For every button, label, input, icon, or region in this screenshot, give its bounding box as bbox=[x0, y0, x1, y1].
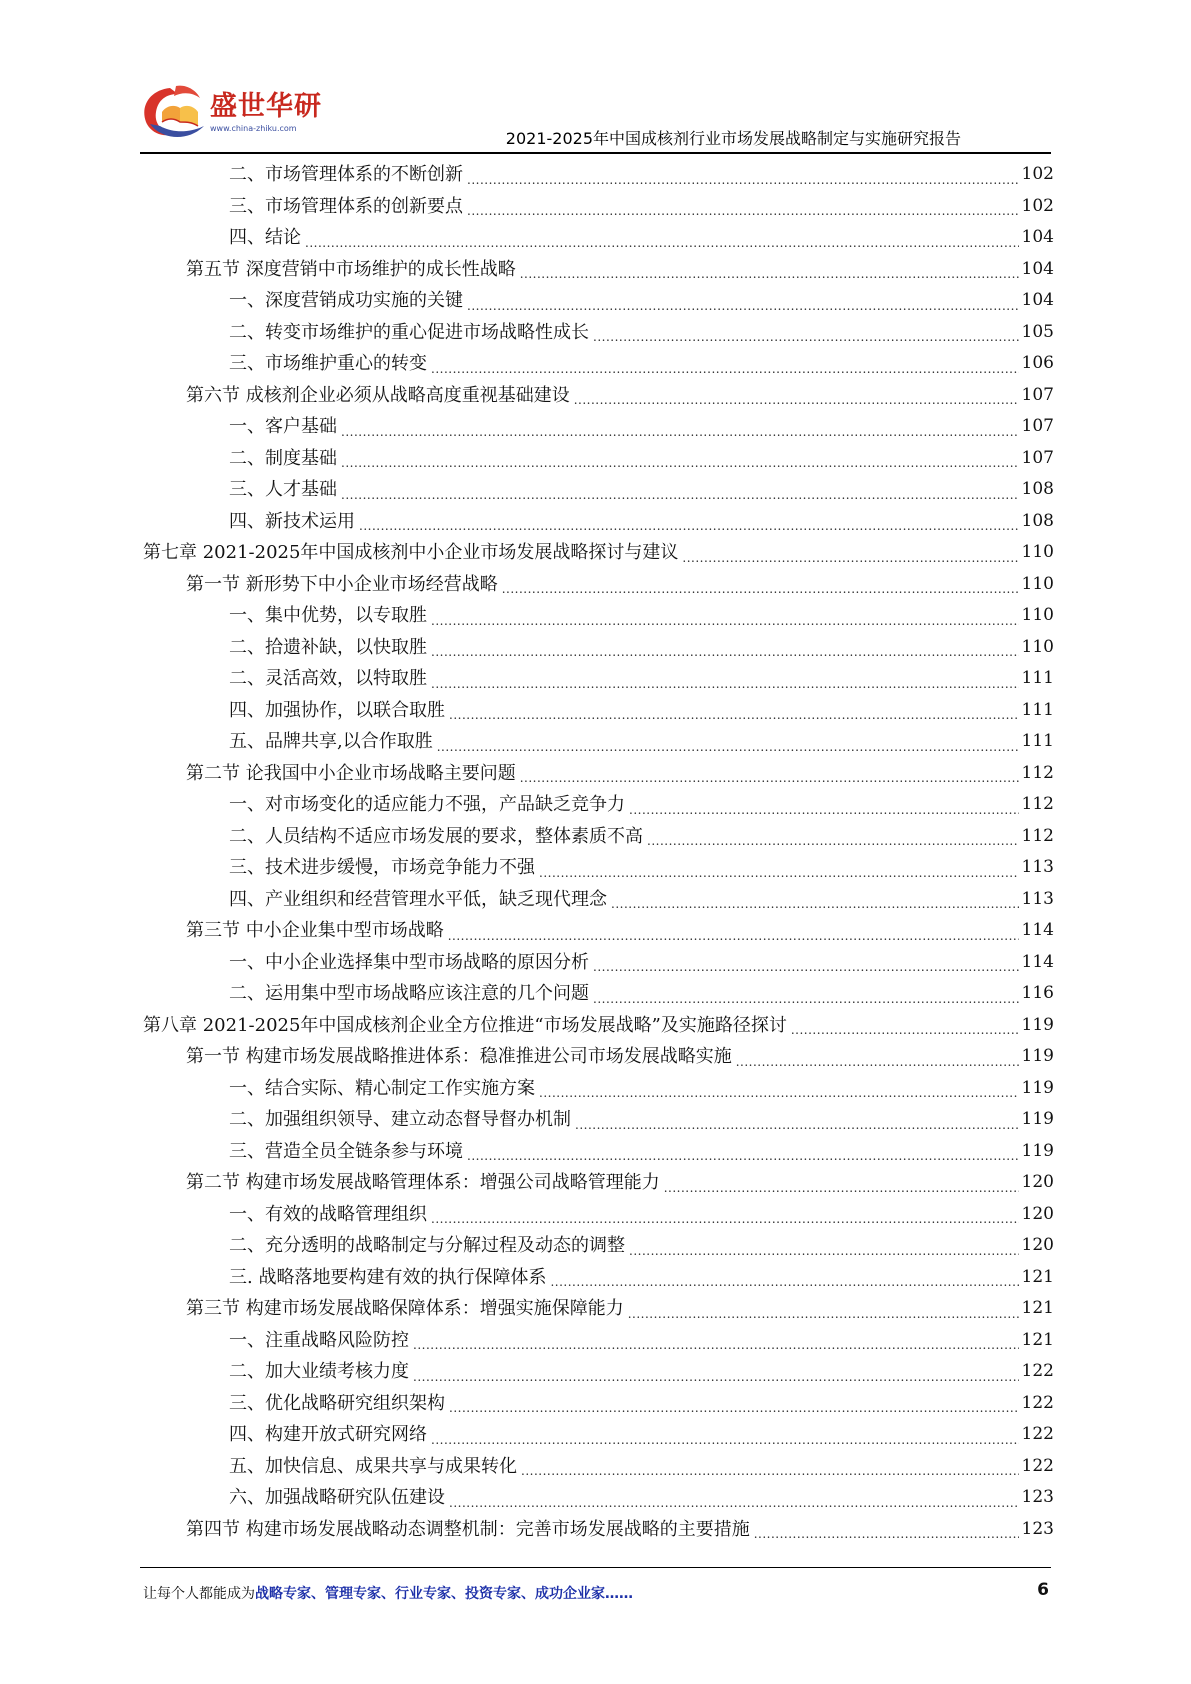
toc-entry-page: 120 bbox=[1021, 1235, 1054, 1255]
toc-entry-page: 122 bbox=[1021, 1392, 1054, 1413]
toc-dot-leader bbox=[467, 295, 1019, 317]
toc-entry-label: 三、市场管理体系的创新要点 bbox=[229, 195, 463, 217]
toc-entry-label: 第二节 论我国中小企业市场战略主要问题 bbox=[186, 762, 516, 784]
toc-entry-label: 第六节 成核剂企业必须从战略高度重视基础建设 bbox=[186, 384, 570, 406]
toc-dot-leader bbox=[593, 956, 1019, 978]
toc-entry-label: 二、运用集中型市场战略应该注意的几个问题 bbox=[229, 983, 589, 1004]
toc-dot-leader bbox=[520, 263, 1019, 285]
toc-dot-leader bbox=[550, 1271, 1018, 1293]
toc-dot-leader bbox=[736, 1051, 1019, 1073]
toc-chapter-entry[interactable] bbox=[143, 1010, 1054, 1042]
toc-entry-page: 121 bbox=[1021, 1298, 1054, 1318]
toc-entry-page: 112 bbox=[1021, 794, 1054, 814]
toc-entry-label: 四、结论 bbox=[229, 227, 301, 248]
company-logo bbox=[140, 82, 320, 144]
toc-dot-leader bbox=[449, 704, 1019, 726]
logo-mark-icon bbox=[140, 82, 206, 144]
toc-entry-label: 第四节 构建市场发展战略动态调整机制：完善市场发展战略的主要措施 bbox=[186, 1518, 750, 1540]
toc-dot-leader bbox=[467, 1145, 1019, 1167]
toc-entry-page: 120 bbox=[1021, 1172, 1054, 1192]
toc-entry-page: 116 bbox=[1021, 983, 1054, 1003]
toc-section-entry[interactable] bbox=[143, 380, 1054, 412]
toc-subsection-entry[interactable] bbox=[143, 884, 1054, 916]
toc-dot-leader bbox=[413, 1366, 1019, 1388]
toc-entry-label: 二、制度基础 bbox=[229, 447, 337, 469]
toc-subsection-entry[interactable] bbox=[143, 1419, 1054, 1451]
toc-entry-page: 111 bbox=[1021, 699, 1054, 720]
toc-entry-label: 二、加大业绩考核力度 bbox=[229, 1361, 409, 1382]
toc-entry-label: 四、新技术运用 bbox=[229, 510, 355, 532]
toc-dot-leader bbox=[467, 200, 1019, 222]
toc-dot-leader bbox=[611, 893, 1019, 915]
toc-subsection-entry[interactable] bbox=[143, 1262, 1054, 1294]
toc-entry-label: 二、加强组织领导、建立动态督导督办机制 bbox=[229, 1109, 571, 1130]
toc-entry-label: 三、技术进步缓慢，市场竞争能力不强 bbox=[229, 857, 535, 878]
toc-dot-leader bbox=[628, 1303, 1019, 1325]
toc-entry-label: 一、结合实际、精心制定工作实施方案 bbox=[229, 1077, 535, 1099]
toc-section-entry[interactable] bbox=[143, 1167, 1054, 1199]
toc-entry-page: 122 bbox=[1021, 1361, 1054, 1381]
footer-slogan-highlight: 战略专家、管理专家、行业专家、投资专家、成功企业家…… bbox=[255, 1586, 633, 1602]
toc-subsection-entry[interactable] bbox=[143, 695, 1054, 727]
toc-dot-leader bbox=[467, 169, 1019, 191]
toc-entry-page: 114 bbox=[1021, 920, 1054, 940]
toc-entry-label: 五、加快信息、成果共享与成果转化 bbox=[229, 1455, 517, 1477]
toc-section-entry[interactable] bbox=[143, 1293, 1054, 1325]
toc-dot-leader bbox=[791, 1019, 1019, 1041]
toc-entry-label: 一、中小企业选择集中型市场战略的原因分析 bbox=[229, 951, 589, 973]
toc-dot-leader bbox=[448, 925, 1019, 947]
toc-entry-page: 107 bbox=[1021, 416, 1054, 436]
toc-dot-leader bbox=[520, 767, 1019, 789]
toc-entry-label: 六、加强战略研究队伍建设 bbox=[229, 1487, 445, 1508]
toc-subsection-entry[interactable] bbox=[143, 726, 1054, 758]
toc-subsection-entry[interactable] bbox=[143, 1136, 1054, 1168]
toc-entry-page: 113 bbox=[1021, 888, 1054, 909]
toc-entry-label: 四、构建开放式研究网络 bbox=[229, 1424, 427, 1445]
toc-subsection-entry[interactable] bbox=[143, 506, 1054, 538]
toc-entry-page: 110 bbox=[1021, 636, 1054, 657]
toc-entry-page: 119 bbox=[1021, 1046, 1054, 1066]
toc-subsection-entry[interactable] bbox=[143, 285, 1054, 317]
toc-dot-leader bbox=[431, 358, 1019, 380]
toc-entry-page: 108 bbox=[1021, 510, 1054, 531]
toc-dot-leader bbox=[575, 1114, 1019, 1136]
toc-subsection-entry[interactable] bbox=[143, 821, 1054, 853]
toc-entry-page: 123 bbox=[1021, 1487, 1054, 1507]
toc-dot-leader bbox=[664, 1177, 1019, 1199]
toc-section-entry[interactable] bbox=[143, 758, 1054, 790]
toc-subsection-entry[interactable] bbox=[143, 1388, 1054, 1420]
toc-dot-leader bbox=[539, 862, 1019, 884]
toc-subsection-entry[interactable] bbox=[143, 317, 1054, 349]
toc-dot-leader bbox=[449, 1397, 1019, 1419]
toc-dot-leader bbox=[593, 988, 1019, 1010]
toc-subsection-entry[interactable] bbox=[143, 222, 1054, 254]
toc-entry-page: 112 bbox=[1021, 825, 1054, 846]
toc-subsection-entry[interactable] bbox=[143, 978, 1054, 1010]
toc-entry-page: 104 bbox=[1021, 227, 1054, 247]
toc-entry-label: 二、市场管理体系的不断创新 bbox=[229, 164, 463, 185]
toc-subsection-entry[interactable] bbox=[143, 443, 1054, 475]
toc-chapter-entry[interactable] bbox=[143, 537, 1054, 569]
toc-dot-leader bbox=[413, 1334, 1019, 1356]
toc-entry-label: 第二节 构建市场发展战略管理体系：增强公司战略管理能力 bbox=[186, 1172, 660, 1193]
toc-dot-leader bbox=[629, 1240, 1019, 1262]
toc-dot-leader bbox=[629, 799, 1019, 821]
toc-entry-page: 102 bbox=[1021, 164, 1054, 184]
toc-entry-label: 第八章 2021-2025年中国成核剂企业全方位推进“市场发展战略”及实施路径探讨 bbox=[143, 1014, 787, 1036]
table-of-contents bbox=[143, 159, 1054, 1545]
toc-entry-label: 三、优化战略研究组织架构 bbox=[229, 1392, 445, 1414]
toc-entry-label: 第五节 深度营销中市场维护的成长性战略 bbox=[186, 258, 516, 280]
toc-dot-leader bbox=[341, 421, 1019, 443]
toc-dot-leader bbox=[682, 547, 1018, 569]
toc-entry-page: 107 bbox=[1021, 447, 1054, 468]
toc-entry-page: 119 bbox=[1021, 1014, 1054, 1035]
toc-entry-label: 三. 战略落地要构建有效的执行保障体系 bbox=[229, 1266, 547, 1288]
footer-divider bbox=[140, 1567, 1051, 1568]
toc-entry-label: 第七章 2021-2025年中国成核剂中小企业市场发展战略探讨与建议 bbox=[143, 542, 679, 563]
toc-entry-label: 五、品牌共享,以合作取胜 bbox=[229, 731, 433, 752]
toc-section-entry[interactable] bbox=[143, 1041, 1054, 1073]
toc-entry-page: 102 bbox=[1021, 195, 1054, 216]
toc-dot-leader bbox=[539, 1082, 1019, 1104]
toc-subsection-entry[interactable] bbox=[143, 1199, 1054, 1231]
page-number: 6 bbox=[1037, 1580, 1049, 1600]
toc-dot-leader bbox=[449, 1492, 1019, 1514]
toc-entry-page: 121 bbox=[1021, 1266, 1054, 1287]
toc-entry-label: 第一节 新形势下中小企业市场经营战略 bbox=[186, 573, 498, 595]
toc-entry-page: 111 bbox=[1021, 668, 1054, 688]
toc-subsection-entry[interactable] bbox=[143, 789, 1054, 821]
toc-entry-label: 二、人员结构不适应市场发展的要求，整体素质不高 bbox=[229, 825, 643, 847]
toc-entry-label: 第三节 构建市场发展战略保障体系：增强实施保障能力 bbox=[186, 1298, 624, 1319]
toc-entry-label: 三、营造全员全链条参与环境 bbox=[229, 1140, 463, 1162]
toc-subsection-entry[interactable] bbox=[143, 600, 1054, 632]
toc-dot-leader bbox=[647, 830, 1019, 852]
toc-entry-page: 104 bbox=[1021, 258, 1054, 279]
toc-subsection-entry[interactable] bbox=[143, 947, 1054, 979]
toc-entry-label: 一、集中优势，以专取胜 bbox=[229, 605, 427, 626]
toc-dot-leader bbox=[437, 736, 1019, 758]
toc-entry-page: 122 bbox=[1021, 1424, 1054, 1444]
toc-entry-page: 114 bbox=[1021, 951, 1054, 972]
toc-subsection-entry[interactable] bbox=[143, 474, 1054, 506]
toc-dot-leader bbox=[359, 515, 1019, 537]
toc-subsection-entry[interactable] bbox=[143, 1451, 1054, 1483]
toc-entry-label: 一、注重战略风险防控 bbox=[229, 1329, 409, 1351]
toc-dot-leader bbox=[754, 1523, 1019, 1545]
toc-entry-page: 113 bbox=[1021, 857, 1054, 877]
toc-dot-leader bbox=[431, 641, 1019, 663]
toc-subsection-entry[interactable] bbox=[143, 1230, 1054, 1262]
toc-entry-page: 120 bbox=[1021, 1203, 1054, 1224]
toc-entry-page: 106 bbox=[1021, 353, 1054, 373]
toc-subsection-entry[interactable] bbox=[143, 1104, 1054, 1136]
toc-entry-label: 二、转变市场维护的重心促进市场战略性成长 bbox=[229, 321, 589, 343]
toc-subsection-entry[interactable] bbox=[143, 348, 1054, 380]
toc-dot-leader bbox=[431, 1208, 1019, 1230]
toc-subsection-entry[interactable] bbox=[143, 632, 1054, 664]
toc-entry-page: 108 bbox=[1021, 479, 1054, 499]
toc-section-entry[interactable] bbox=[143, 569, 1054, 601]
toc-entry-label: 二、灵活高效，以特取胜 bbox=[229, 668, 427, 689]
toc-entry-page: 110 bbox=[1021, 542, 1054, 562]
toc-entry-page: 111 bbox=[1021, 731, 1054, 751]
toc-entry-page: 105 bbox=[1021, 321, 1054, 342]
toc-entry-label: 三、市场维护重心的转变 bbox=[229, 353, 427, 374]
toc-section-entry[interactable] bbox=[143, 254, 1054, 286]
toc-subsection-entry[interactable] bbox=[143, 663, 1054, 695]
toc-dot-leader bbox=[431, 610, 1019, 632]
toc-dot-leader bbox=[502, 578, 1019, 600]
toc-entry-page: 110 bbox=[1021, 573, 1054, 594]
toc-dot-leader bbox=[574, 389, 1019, 411]
header-divider bbox=[140, 152, 1051, 154]
footer-slogan-prefix: 让每个人都能成为 bbox=[143, 1586, 255, 1602]
toc-section-entry[interactable] bbox=[143, 1514, 1054, 1546]
toc-entry-page: 112 bbox=[1021, 762, 1054, 783]
toc-entry-page: 123 bbox=[1021, 1518, 1054, 1539]
toc-subsection-entry[interactable] bbox=[143, 1073, 1054, 1105]
toc-entry-page: 119 bbox=[1021, 1109, 1054, 1129]
report-title: 2021-2025年中国成核剂行业市场发展战略制定与实施研究报告 bbox=[505, 129, 961, 148]
toc-dot-leader bbox=[593, 326, 1019, 348]
toc-subsection-entry[interactable] bbox=[143, 159, 1054, 191]
toc-subsection-entry[interactable] bbox=[143, 852, 1054, 884]
logo-text: 盛世华研 bbox=[210, 91, 322, 122]
toc-entry-page: 121 bbox=[1021, 1329, 1054, 1350]
toc-entry-page: 110 bbox=[1021, 605, 1054, 625]
toc-dot-leader bbox=[305, 232, 1019, 254]
toc-dot-leader bbox=[521, 1460, 1019, 1482]
toc-entry-page: 122 bbox=[1021, 1455, 1054, 1476]
toc-dot-leader bbox=[431, 673, 1019, 695]
toc-dot-leader bbox=[431, 1429, 1019, 1451]
toc-entry-page: 119 bbox=[1021, 1077, 1054, 1098]
toc-entry-label: 一、客户基础 bbox=[229, 416, 337, 437]
toc-entry-label: 四、加强协作，以联合取胜 bbox=[229, 699, 445, 721]
toc-entry-page: 119 bbox=[1021, 1140, 1054, 1161]
toc-entry-label: 一、对市场变化的适应能力不强，产品缺乏竞争力 bbox=[229, 794, 625, 815]
toc-section-entry[interactable] bbox=[143, 915, 1054, 947]
toc-entry-label: 第一节 构建市场发展战略推进体系：稳准推进公司市场发展战略实施 bbox=[186, 1046, 732, 1067]
footer-slogan bbox=[143, 1583, 633, 1603]
toc-entry-label: 一、深度营销成功实施的关键 bbox=[229, 290, 463, 311]
toc-subsection-entry[interactable] bbox=[143, 1356, 1054, 1388]
toc-entry-label: 一、有效的战略管理组织 bbox=[229, 1203, 427, 1225]
toc-dot-leader bbox=[341, 484, 1019, 506]
toc-entry-page: 104 bbox=[1021, 290, 1054, 310]
toc-entry-page: 107 bbox=[1021, 384, 1054, 405]
toc-entry-label: 第三节 中小企业集中型市场战略 bbox=[186, 920, 444, 941]
toc-subsection-entry[interactable] bbox=[143, 1325, 1054, 1357]
toc-entry-label: 二、充分透明的战略制定与分解过程及动态的调整 bbox=[229, 1235, 625, 1256]
toc-entry-label: 二、拾遗补缺，以快取胜 bbox=[229, 636, 427, 658]
logo-url: www.china-zhiku.com bbox=[210, 124, 297, 133]
toc-dot-leader bbox=[341, 452, 1019, 474]
toc-entry-label: 四、产业组织和经营管理水平低，缺乏现代理念 bbox=[229, 888, 607, 910]
toc-subsection-entry[interactable] bbox=[143, 1482, 1054, 1514]
toc-subsection-entry[interactable] bbox=[143, 191, 1054, 223]
toc-entry-label: 三、人才基础 bbox=[229, 479, 337, 500]
toc-subsection-entry[interactable] bbox=[143, 411, 1054, 443]
